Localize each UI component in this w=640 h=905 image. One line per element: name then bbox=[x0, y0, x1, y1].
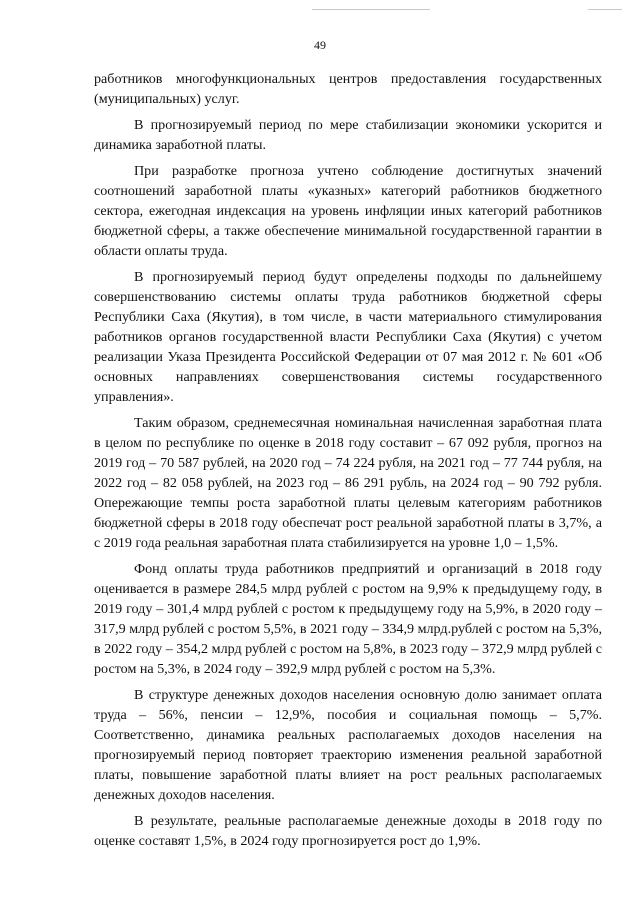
document-body bbox=[94, 69, 602, 857]
scan-artifact-line bbox=[312, 9, 430, 10]
paragraph: Фонд оплаты труда работников предприятий и организаций в 2018 году оценивается в размере 284,5 млрд рублей с ростом на 9,9% к предыдущему году, в 2019 году – 301,4 млрд рублей с ростом к предыдущему году на 5,9%, в 2020 году – 317,9 млрд рублей с ростом 5,5%, в 2021 году – 334,9 млрд.рублей с ростом на 5,3%, в 2022 году – 354,2 млрд рублей с ростом на 5,8%, в 2023 году – 372,9 млрд рублей с ростом на 5,3%, в 2024 году – 392,9 млрд рублей с ростом на 5,3%. bbox=[94, 561, 602, 677]
scan-artifact-line bbox=[588, 9, 622, 10]
page-number: 49 bbox=[314, 38, 326, 52]
paragraph: В прогнозируемый период будут определены подходы по дальнейшему совершенствованию системы оплаты труда работников бюджетной сферы Республики Саха (Якутия), в том числе, в части материального стимулирования работников органов государственной власти Республики Саха (Якутия) с учетом реализации Указа Президента Российской Федерации от 07 мая 2012 г. № 601 «Об основных направлениях совершенствования системы государственного управления». bbox=[94, 269, 602, 405]
paragraph: При разработке прогноза учтено соблюдение достигнутых значений соотношений заработной платы «указных» категорий работников бюджетного сектора, ежегодная индексация на уровень инфляции иных категорий работников бюджетной сферы, а также обеспечение минимальной государственной гарантии в области оплаты труда. bbox=[94, 163, 602, 259]
paragraph: Таким образом, среднемесячная номинальная начисленная заработная плата в целом по республике по оценке в 2018 году составит – 67 092 рубля, прогноз на 2019 год – 70 587 рублей, на 2020 год – 74 224 рубля, на 2021 год – 77 744 рубля, на 2022 год – 82 058 рублей, на 2023 год – 86 291 рубль, на 2024 год – 90 792 рубля. Опережающие темпы роста заработной платы целевым категориям работников бюджетной сферы в 2018 году обеспечат рост реальной заработной платы в 3,7%, а с 2019 года реальная заработная плата стабилизируется на уровне 1,0 – 1,5%. bbox=[94, 415, 602, 551]
paragraph: В результате, реальные располагаемые денежные доходы в 2018 году по оценке составят 1,5%, в 2024 году прогнозируется рост до 1,9%. bbox=[94, 813, 602, 849]
paragraph: В прогнозируемый период по мере стабилизации экономики ускорится и динамика заработной платы. bbox=[94, 117, 602, 153]
paragraph: работников многофункциональных центров предоставления государственных (муниципальных) услуг. bbox=[94, 71, 602, 107]
paragraph: В структуре денежных доходов населения основную долю занимает оплата труда – 56%, пенсии – 12,9%, пособия и социальная помощь – 5,7%. Соответственно, динамика реальных располагаемых доходов населения на прогнозируемый период повторяет траекторию изменения реальной заработной платы, повышение заработной платы влияет на рост реальных располагаемых денежных доходов населения. bbox=[94, 687, 602, 803]
